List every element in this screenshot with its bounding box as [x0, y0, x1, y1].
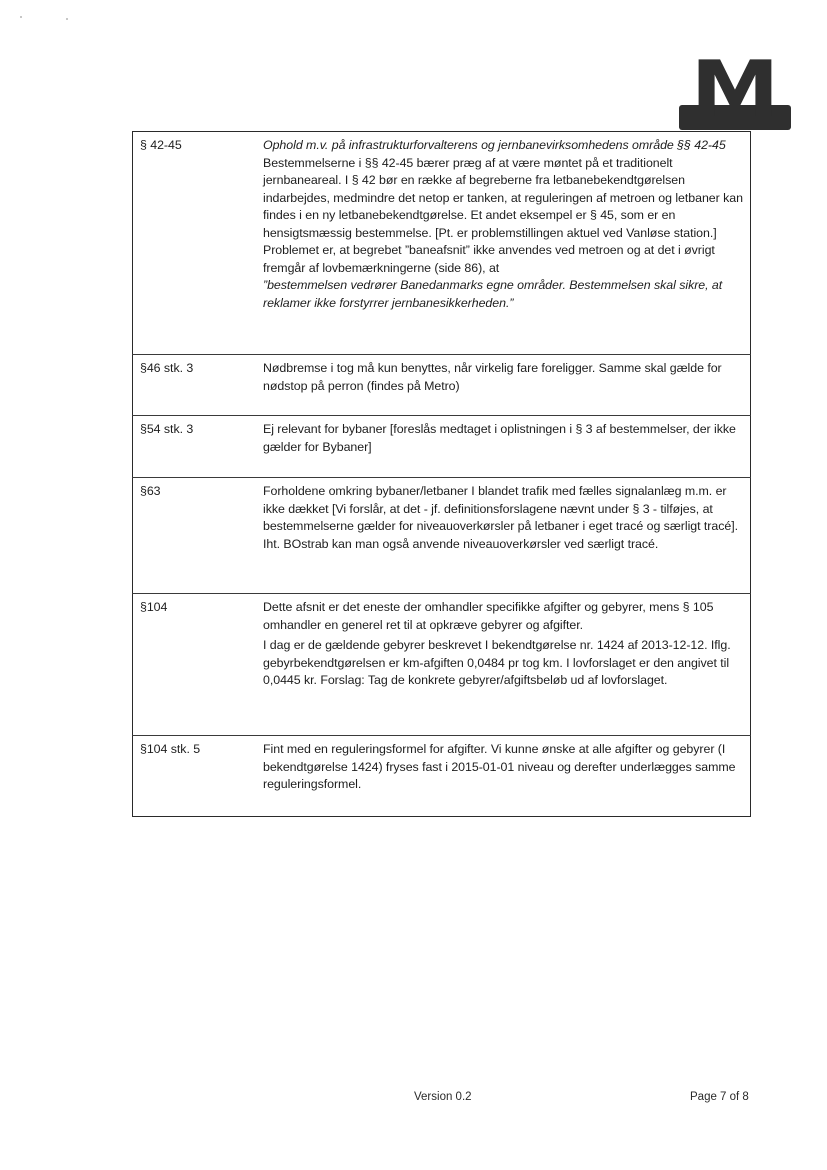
metro-logo-letter: M	[690, 48, 780, 130]
section-ref: §46 stk. 3	[133, 355, 264, 416]
scan-speck	[20, 16, 22, 18]
comment-cell	[263, 594, 751, 736]
section-ref: §54 stk. 3	[133, 416, 264, 478]
table-row	[133, 132, 751, 355]
table-row	[133, 594, 751, 736]
section-ref: §63	[133, 478, 264, 594]
table-row	[133, 478, 751, 594]
section-ref: §104 stk. 5	[133, 736, 264, 817]
version-label: Version 0.2	[414, 1091, 472, 1103]
comment-cell	[263, 478, 751, 594]
comment-text: Dette afsnit er det eneste der omhandler specifikke afgifter og gebyrer, mens § 105 omhandler en generel ret til at opkræve gebyrer og afgifter.	[263, 600, 714, 632]
comment-text: Ej relevant for bybaner [foreslås medtaget i oplistningen i § 3 af bestemmelser, der ikke gælder for Bybaner]	[263, 422, 736, 454]
section-ref: § 42-45	[133, 132, 264, 355]
table-row	[133, 736, 751, 817]
comment-text: Fint med en reguleringsformel for afgifter. Vi kunne ønske at alle afgifter og gebyrer (I bekendtgørelse 1424) fryses fast i 2015-01-01 niveau og derefter underlægges samme reguleringsformel.	[263, 742, 736, 791]
metro-logo	[679, 48, 791, 130]
comment-cell	[263, 355, 751, 416]
section-heading: Ophold m.v. på infrastrukturforvalterens og jernbanevirksomhedens område §§ 42-45	[263, 138, 726, 152]
scan-speck	[66, 18, 68, 20]
comment-text: Nødbremse i tog må kun benyttes, når virkelig fare foreligger. Samme skal gælde for nødstop på perron (findes på Metro)	[263, 361, 722, 393]
page-number: Page 7 of 8	[690, 1091, 749, 1103]
quoted-text: ”bestemmelsen vedrører Banedanmarks egne områder. Bestemmelsen skal sikre, at reklamer ikke forstyrrer jernbanesikkerheden.”	[263, 278, 723, 310]
review-table	[132, 131, 751, 817]
table-row	[133, 355, 751, 416]
comment-cell	[263, 132, 751, 355]
comment-text: I dag er de gældende gebyrer beskrevet I bekendtgørelse nr. 1424 af 2013-12-12. Iflg. gebyrbekendtgørelsen er km-afgiften 0,0484 pr tog km. I lovforslaget er den angivet til 0,0445 kr. Forslag: Tag de konkrete gebyrer/afgiftsbeløb ud af lovforslaget.	[263, 638, 731, 687]
section-ref: §104	[133, 594, 264, 736]
table-row	[133, 416, 751, 478]
comment-text: Forholdene omkring bybaner/letbaner I blandet trafik med fælles signalanlæg m.m. er ikke dækket [Vi forslår, at det - jf. definitionsforslagene nævnt under § 3 - tilføjes, at bestemmelserne gælder for niveauoverkørsler på letbaner i eget tracé og særligt tracé]. Iht. BOstrab kan man også anvende niveauoverkørsler ved særligt tracé.	[263, 484, 738, 551]
comment-text: Bestemmelserne i §§ 42-45 bærer præg af at være møntet på et traditionelt jernbaneareal. I § 42 bør en række af begreberne fra letbanebekendtgørelsen indarbejdes, medmindre det netop er tanken, at reguleringen af metroen og letbaner kan findes i en ny letbanebekendtgørelse. Et andet eksempel er § 45, som er en hensigtsmæssig bestemmelse. [Pt. er problemstillingen aktuel ved Vanløse station.] Problemet er, at begrebet ”baneafsnit” ikke anvendes ved metroen og at det i øvrigt fremgår af lovbemærkningerne (side 86), at	[263, 155, 743, 275]
comment-cell	[263, 416, 751, 478]
comment-cell	[263, 736, 751, 817]
